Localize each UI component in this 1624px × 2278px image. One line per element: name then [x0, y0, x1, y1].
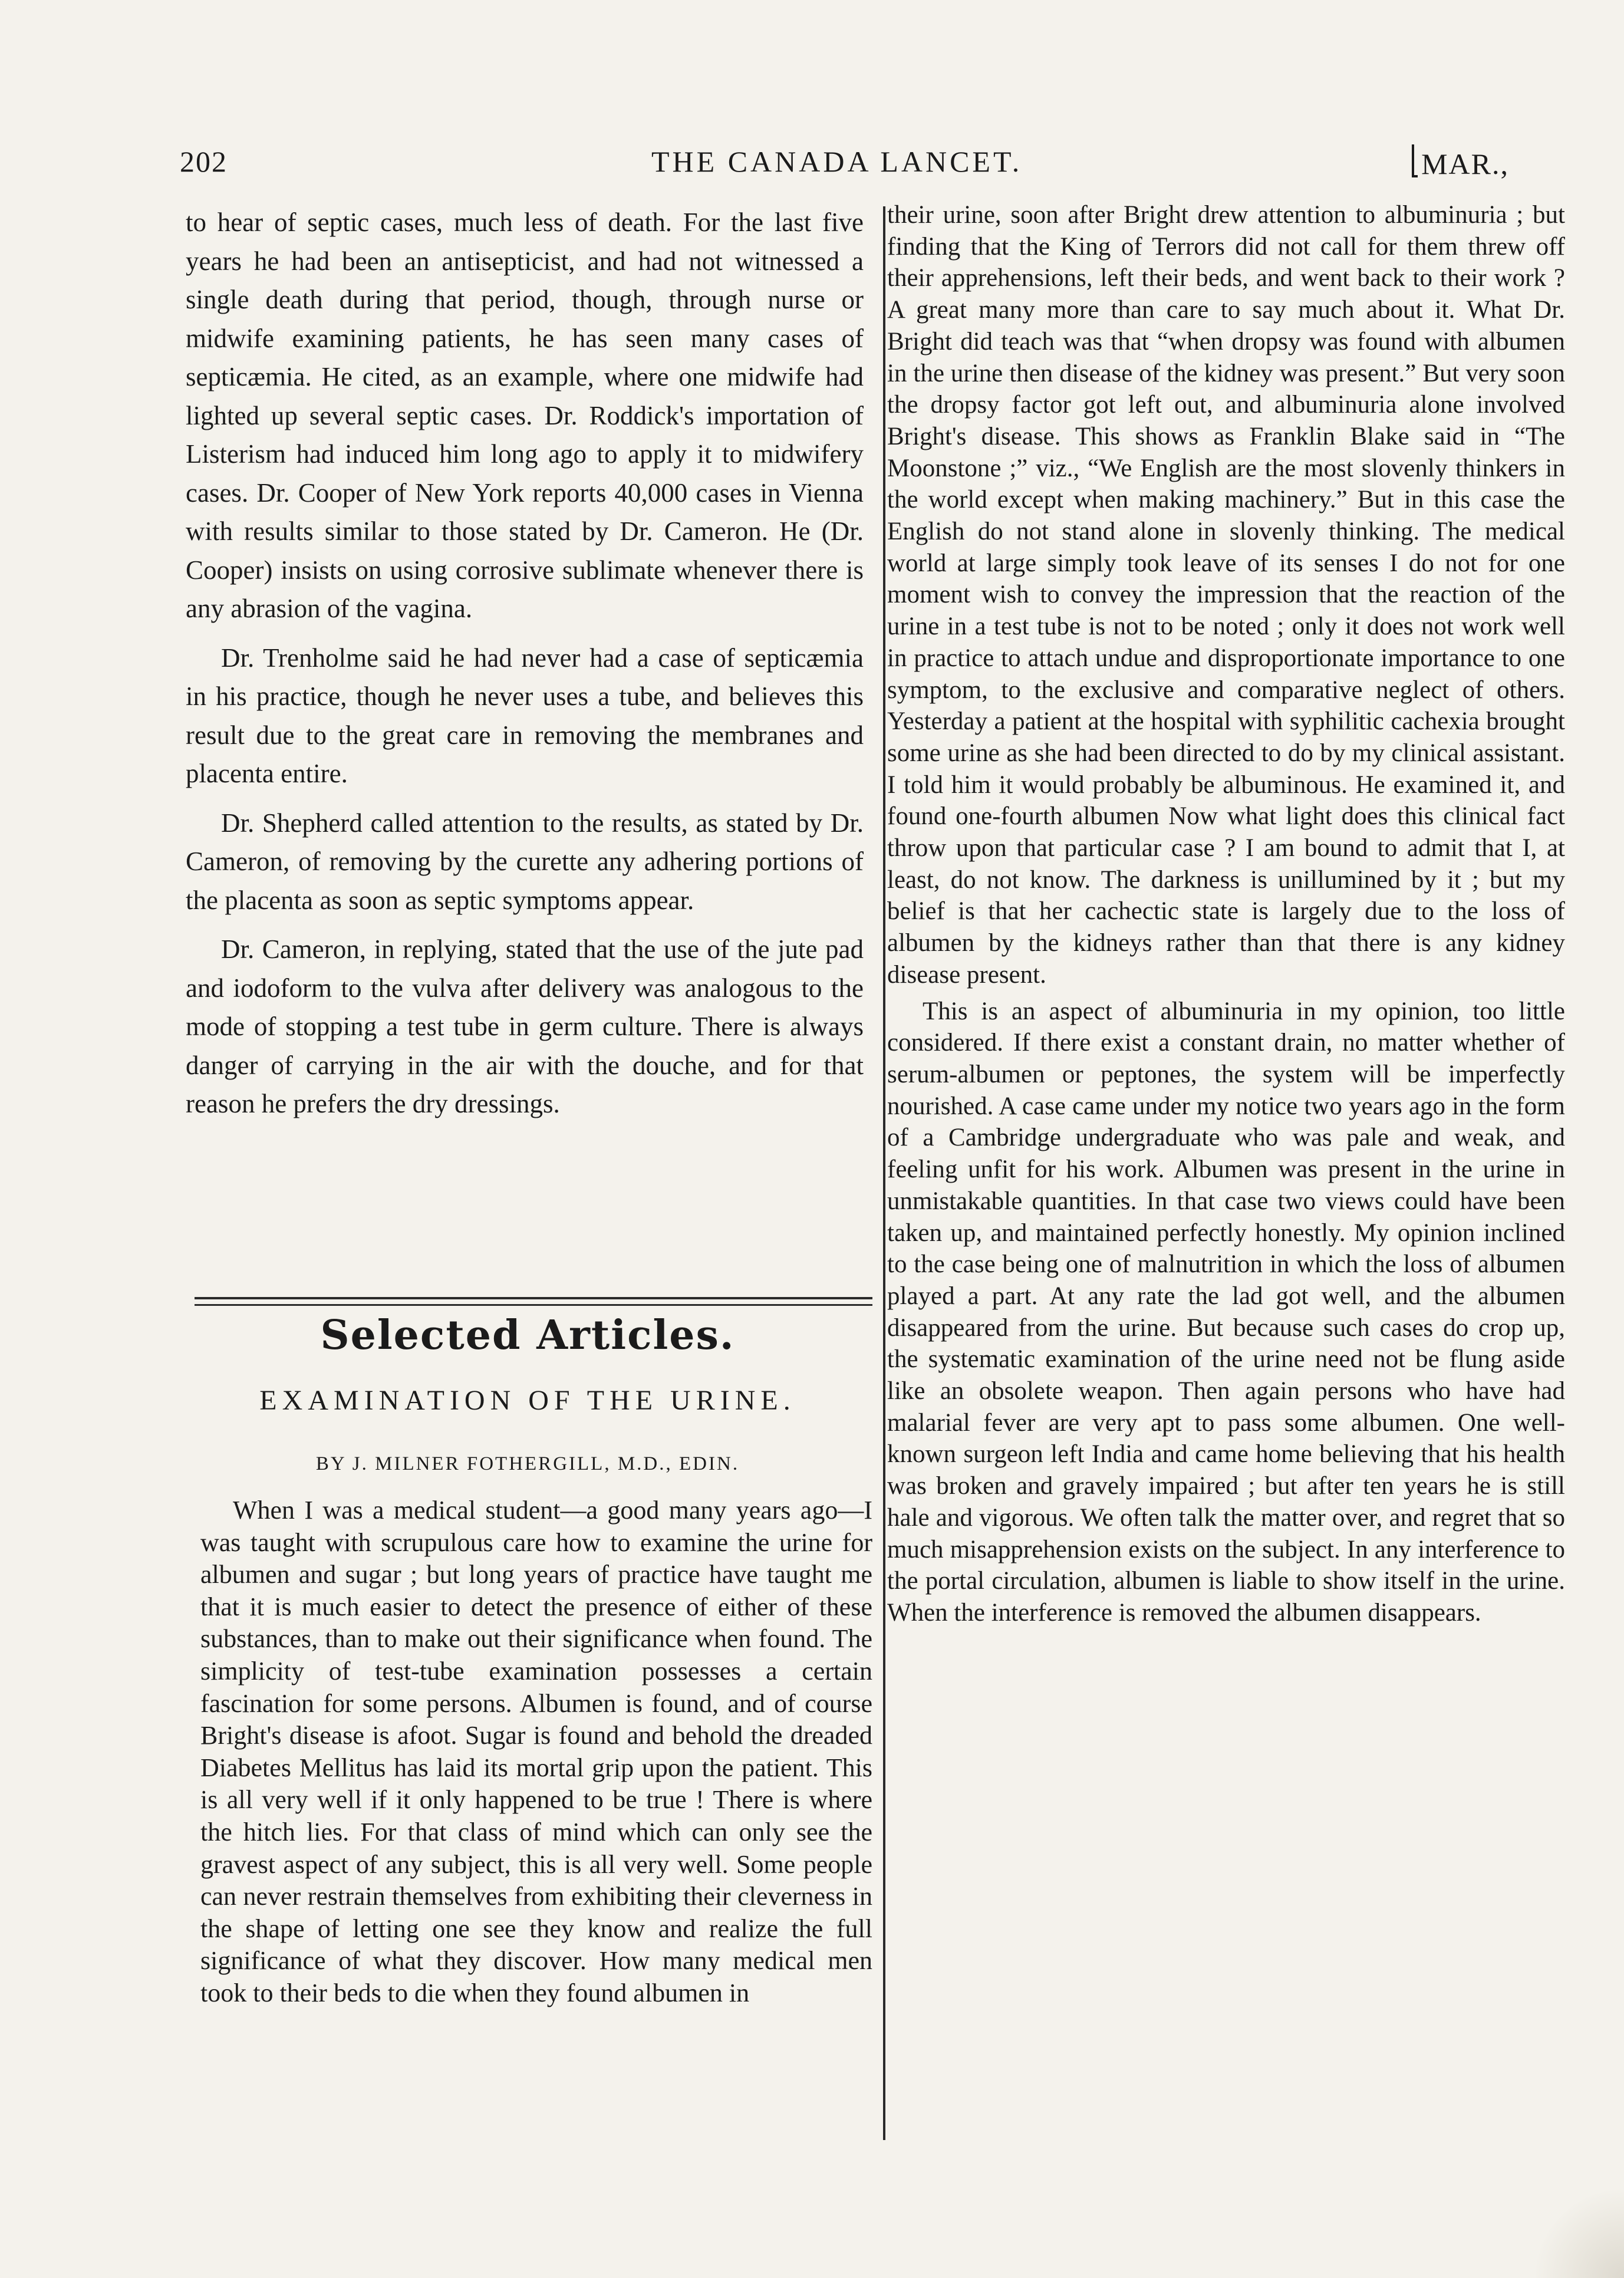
discussion-paragraph: Dr. Cameron, in replying, stated that the use of the jute pad and iodoform to the vulva after delivery was analogous to the mode of stopping a test tube in germ culture. There is always danger of carrying in the air with the douche, and for that reason he prefers the dry dressings. [186, 934, 864, 1118]
issue-month [1412, 144, 1509, 181]
page-header [180, 139, 1521, 186]
page-number: 202 [180, 145, 228, 178]
bracket-mark [1412, 144, 1418, 177]
discussion-paragraph: Dr. Shepherd called attention to the results, as stated by Dr. Cameron, of removing by the curette any adhering portions of the placenta as soon as septic symptoms appear. [186, 808, 864, 915]
article-title: EXAMINATION OF THE URINE. [259, 1385, 796, 1416]
article-paragraph: When I was a medical student—a good many years ago—I was taught with scrupulous care how to examine the urine for albumen and sugar ; but long years of practice have taught me that it is much easier to detect the presence of either of these substances, than to make out their significance when found. The simplicity of test-tube examination possesses a certain fascination for some persons. Albumen is found, and of course Bright's disease is afoot. Sugar is found and behold the dreaded Diabetes Mellitus has laid its mortal grip upon the patient. This is all very well if it only happened to be true ! There is where the hitch lies. For that class of mind which can only see the gravest aspect of any subject, this is all very well. Some people can never restrain themselves from exhibiting their cleverness in the shape of letting one see they know and realize the full significance of what they discover. How many medical men took to their beds to die when they found albumen in [200, 1496, 872, 2007]
discussion-paragraph: to hear of septic cases, much less of death. For the last five years he had been an antisepticist, and had not witnessed a single death during that period, though, through nurse or midwife examining patients, he has seen many cases of septicæmia. He cited, as an example, where one midwife had lighted up several septic cases. Dr. Roddick's importation of Listerism had induced him long ago to apply it to midwifery cases. Dr. Cooper of New York reports 40,000 cases in Vienna with results similar to those stated by Dr. Cameron. He (Dr. Cooper) insists on using corrosive sublimate whenever there is any abrasion of the vagina. [186, 208, 864, 623]
left-column-discussion [186, 203, 864, 1124]
article-paragraph: their urine, soon after Bright drew attention to albuminuria ; but finding that the King of Terrors did not call for them threw off their apprehensions, left their beds, and went back to their work ? A great many more than care to say much about it. What Dr. Bright did teach was that “when dropsy was found with albumen in the urine then disease of the kidney was present.” But very soon the dropsy factor got left out, and albuminuria alone involved Bright's disease. This shows as Franklin Blake said in “The Moonstone ;” viz., “We English are the most slovenly thinkers in the world except when making machinery.” But in this case the English do not stand alone in slovenly thinking. The medical world at large simply took leave of its senses I do not for one moment wish to convey the impression that the reaction of the urine in a test tube is not to be noted ; only it does not work well in practice to attach undue and disproportionate importance to one symptom, to the exclusive and comparative neglect of others. Yesterday a patient at the hospital with syphilitic cachexia brought some urine as she had been directed to do by my clinical assistant. I told him it would probably be albuminous. He examined it, and found one-fourth albumen Now what light does this clinical fact throw upon that particular case ? I am bound to admit that I, at least, do not know. The darkness is unillumined by it ; but my belief is that her cachectic state is largely due to the loss of albumen by the kidneys rather than that there is any kidney disease present. [887, 201, 1565, 989]
article-byline: BY J. MILNER FOTHERGILL, M.D., EDIN. [315, 1453, 740, 1474]
journal-title: THE CANADA LANCET. [651, 145, 1023, 178]
page-corner-smudge [1536, 2184, 1624, 2278]
article-paragraph: This is an aspect of albuminuria in my opinion, too little considered. If there exist a constant drain, no matter whether of serum-albumen or peptones, the system will be imperfectly nourished. A case came under my notice two years ago in the form of a Cambridge undergraduate who was pale and weak, and feeling unfit for his work. Albumen was present in the urine in unmistakable quantities. In that case two views could have been taken up, and maintained perfectly honestly. My opinion inclined to the case being one of malnutrition in which the loss of albumen played a part. At any rate the lad got well, and the albumen disappeared from the urine. But because such cases do crop up, the systematic examination of the urine need not be flung aside like an obsolete weapon. Then again persons who have had malarial fever are very apt to pass some albumen. One well-known surgeon left India and came home believing that his health was broken and gravely impaired ; but after ten years he is still hale and vigorous. We often talk the matter over, and regret that so much misapprehension exists on the subject. In any interference to the portal circulation, albumen is liable to show itself in the urine. When the interference is removed the albumen disappears. [887, 997, 1565, 1627]
issue-month-text: MAR., [1421, 147, 1509, 180]
column-divider [883, 206, 885, 2140]
section-heading: Selected Articles. [320, 1312, 735, 1359]
article-left-column [200, 1494, 872, 2010]
discussion-paragraph: Dr. Trenholme said he had never had a case of septicæmia in his practice, though he never uses a tube, and believes this result due to the great care in removing the membranes and placenta entire. [186, 643, 864, 788]
right-column [887, 199, 1565, 1629]
section-divider [195, 1297, 872, 1306]
